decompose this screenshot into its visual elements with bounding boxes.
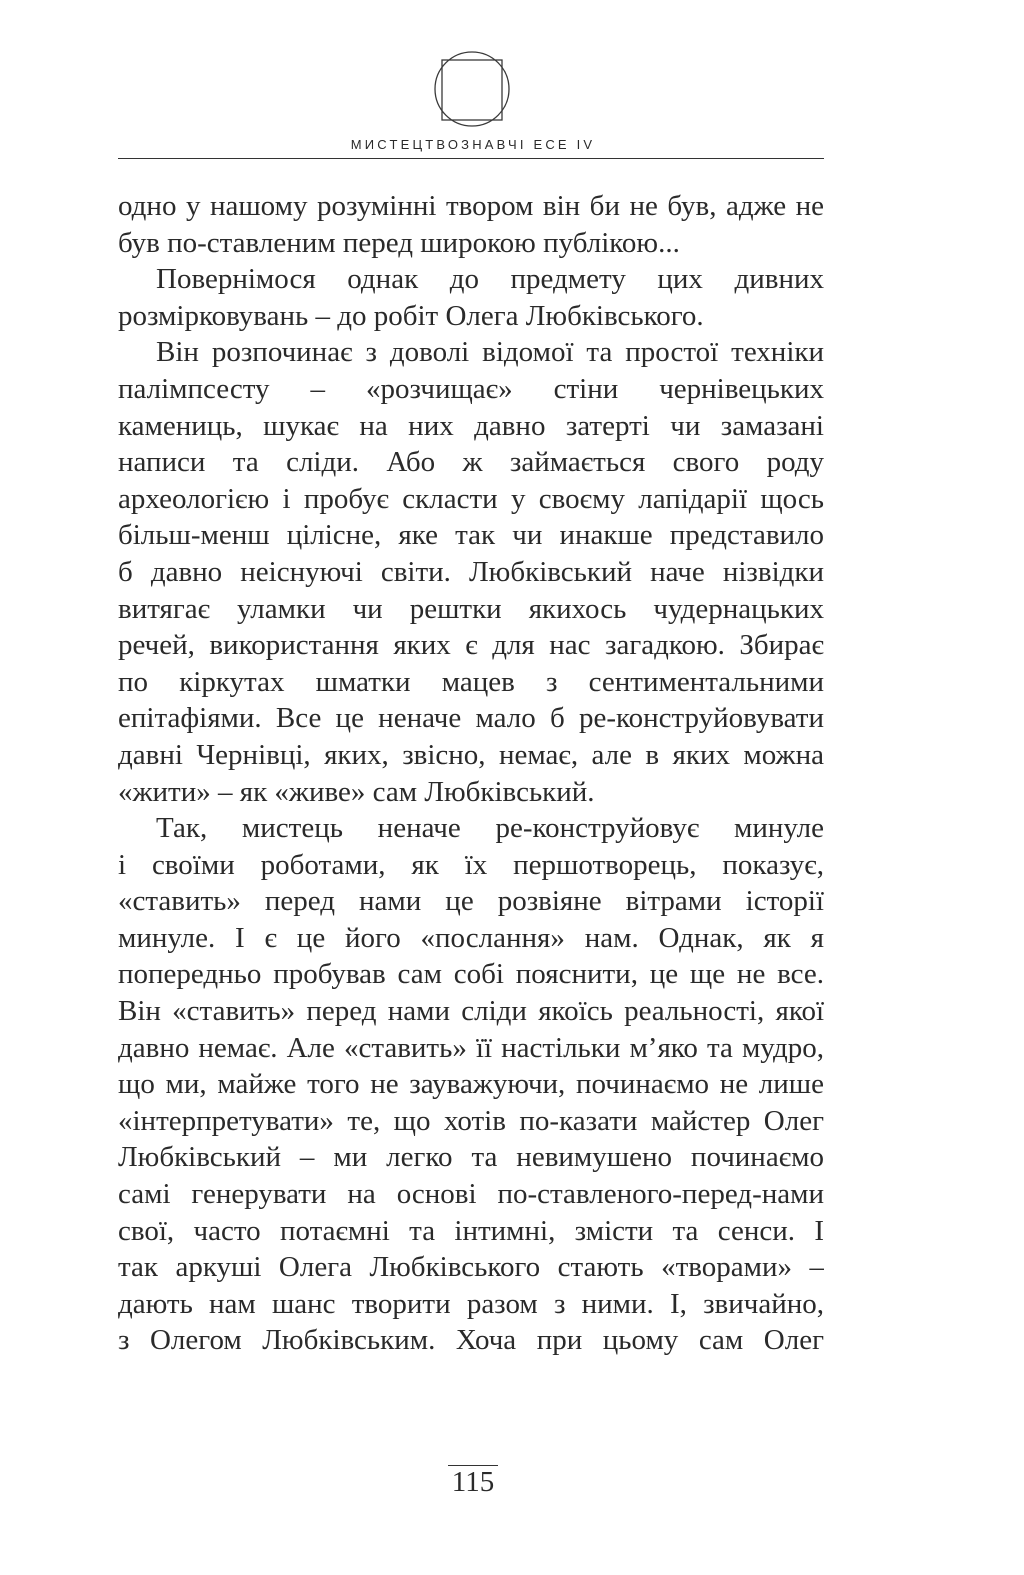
text-line: і своїми роботами, як їх першотворець, показує, — [118, 848, 824, 881]
text-line: археологією і пробує скласти у своєму лапідарії щось — [118, 482, 824, 515]
text-line: Так, мистець неначе ре-конструйовує минуле — [156, 812, 824, 845]
header-divider — [118, 158, 824, 159]
text-line: з Олегом Любківським. Хоча при цьому сам Олег — [118, 1324, 824, 1357]
circle-square-emblem-icon — [432, 50, 512, 128]
text-line: палімпсесту – «розчищає» стіни чернівецьких — [118, 372, 824, 405]
text-line: був по-ставленим перед широкою публікою... — [118, 226, 680, 259]
text-line: свої, часто потаємні та інтимні, змісти та сенси. І — [118, 1214, 824, 1247]
page-number-value: 115 — [448, 1465, 498, 1498]
text-line: витягає уламки чи рештки якихось чудернацьких — [118, 592, 824, 625]
text-line: давно немає. Але «ставить» її настільки м’яко та мудро, — [118, 1031, 824, 1064]
text-line: Він «ставить» перед нами сліди якоїсь реальності, якої — [118, 995, 824, 1028]
text-line: по кіркутах шматки мацев з сентиментальними — [118, 665, 824, 698]
text-line: попередньо пробував сам собі пояснити, це ще не все. — [118, 958, 824, 991]
text-line: речей, використання яких є для нас загадкою. Збирає — [118, 629, 824, 662]
running-title: МИСТЕЦТВОЗНАВЧІ ЕСЕ IV — [350, 137, 596, 152]
text-line: самі генерувати на основі по-ставленого-перед-нами — [118, 1178, 824, 1211]
text-line: Любківський – ми легко та невимушено починаємо — [118, 1141, 824, 1174]
text-line: дають нам шанс творити разом з ними. І, звичайно, — [118, 1287, 824, 1320]
text-line: давні Чернівці, яких, звісно, немає, але в яких можна — [118, 738, 824, 771]
text-line: минуле. І є це його «послання» нам. Однак, як я — [118, 921, 824, 954]
text-line: розмірковувань – до робіт Олега Любківського. — [118, 299, 704, 332]
text-line: б давно неіснуючі світи. Любківський наче нізвідки — [118, 555, 824, 588]
page-number — [0, 1464, 946, 1500]
text-line: «жити» – як «живе» сам Любківський. — [118, 775, 595, 808]
text-line: написи та сліди. Або ж займається свого роду — [118, 446, 824, 479]
text-line: одно у нашому розумінні твором він би не був, адже не — [118, 190, 824, 222]
main-text — [118, 188, 824, 1359]
text-line: камениць, шукає на них давно затерті чи замазані — [118, 409, 824, 442]
text-line: Він розпочинає з доволі відомої та простої техніки — [156, 336, 824, 369]
text-line: що ми, майже того не зауважуючи, починаємо не лише — [118, 1068, 824, 1101]
text-line: Повернімося однак до предмету цих дивних — [156, 263, 824, 296]
text-line: «інтерпретувати» те, що хотів по-казати майстер Олег — [118, 1104, 824, 1137]
text-line: так аркуші Олега Любківського стають «творами» – — [118, 1251, 824, 1284]
text-line: більш-менш цілісне, яке так чи инакше представило — [118, 519, 824, 552]
text-line: «ставить» перед нами це розвіяне вітрами історії — [118, 885, 824, 918]
text-line: епітафіями. Все це неначе мало б ре-конструйовувати — [118, 702, 824, 735]
